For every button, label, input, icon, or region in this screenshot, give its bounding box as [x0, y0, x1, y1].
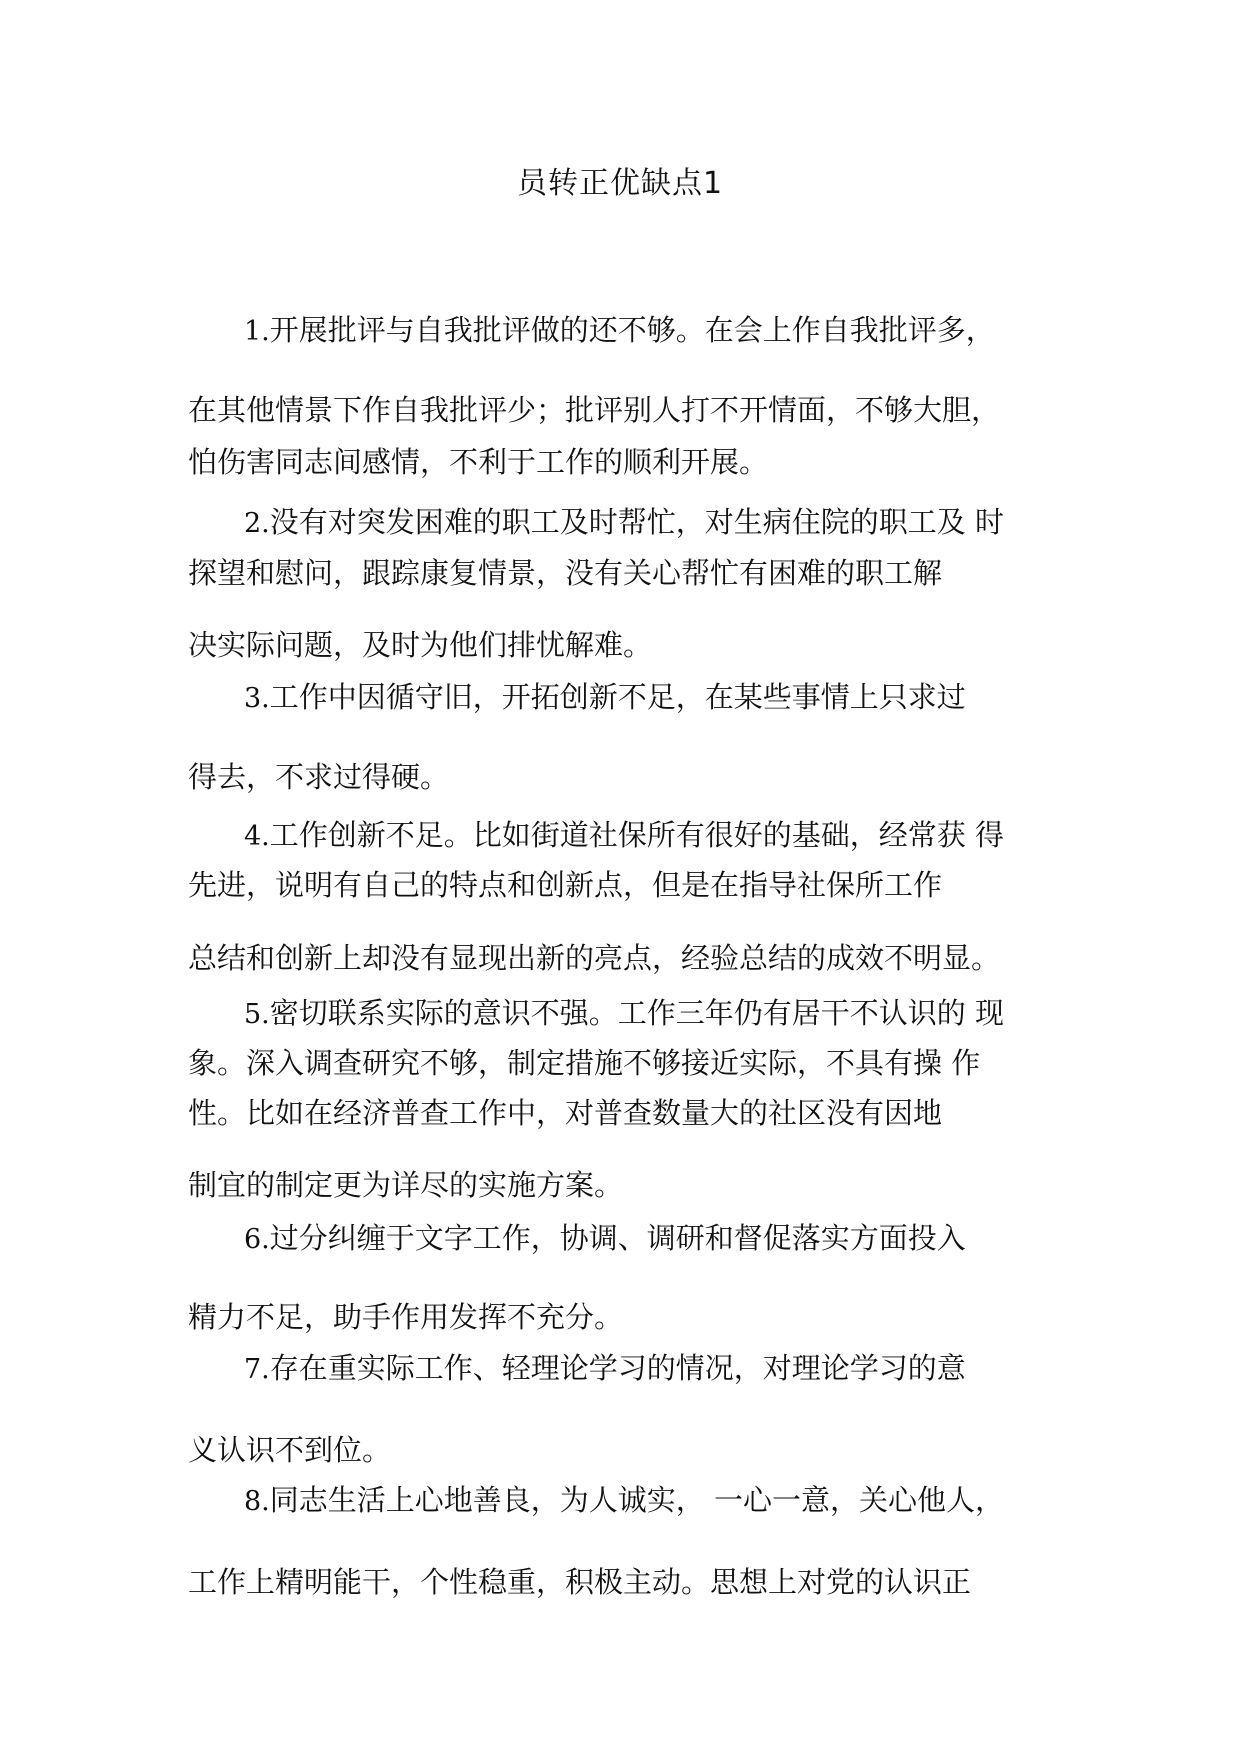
paragraph-6-line-2: 精力不足，助手作用发挥不充分。 — [188, 1300, 624, 1334]
paragraph-1-line-2: 在其他情景下作自我批评少；批评别人打不开情面，不够大胆， — [188, 393, 1001, 427]
paragraph-number: 4. — [244, 821, 270, 852]
paragraph-text: 过分纠缠于文字工作，协调、调研和督促落实方面投入 — [269, 1221, 966, 1255]
paragraph-3-line-1 — [244, 677, 966, 719]
paragraph-8-line-1 — [244, 1480, 1004, 1522]
paragraph-5-line-4: 制宜的制定更为详尽的实施方案。 — [188, 1168, 624, 1202]
paragraph-number: 3. — [244, 683, 270, 714]
paragraph-2-line-1 — [244, 502, 1004, 544]
paragraph-4-line-1 — [244, 815, 1004, 857]
paragraph-text: 工作中因循守旧，开拓创新不足，在某些事情上只求过 — [269, 680, 966, 714]
paragraph-text: 同志生活上心地善良，为人诚实， 一心一意，关心他人， — [269, 1483, 1004, 1517]
paragraph-text: 没有对突发困难的职工及时帮忙，对生病住院的职工及 时 — [269, 505, 1004, 539]
paragraph-6-line-1 — [244, 1218, 966, 1260]
paragraph-8-line-2: 工作上精明能干，个性稳重，积极主动。思想上对党的认识正 — [188, 1565, 972, 1599]
paragraph-text: 存在重实际工作、轻理论学习的情况，对理论学习的意 — [269, 1351, 966, 1385]
paragraph-7-line-1 — [244, 1348, 966, 1390]
paragraph-number: 8. — [244, 1486, 270, 1517]
paragraph-number: 7. — [244, 1354, 270, 1385]
page-title: 员转正优缺点1 — [516, 166, 724, 201]
paragraph-text: 开展批评与自我批评做的还不够。在会上作自我批评多， — [269, 313, 995, 347]
paragraph-4-line-3: 总结和创新上却没有显现出新的亮点，经验总结的成效不明显。 — [188, 941, 1001, 975]
paragraph-1-line-3: 怕伤害同志间感情，不利于工作的顺利开展。 — [188, 445, 769, 479]
paragraph-4-line-2: 先进，说明有自己的特点和创新点，但是在指导社保所工作 — [188, 868, 943, 902]
paragraph-text: 工作创新不足。比如街道社保所有很好的基础，经常获 得 — [269, 818, 1004, 852]
paragraph-text: 密切联系实际的意识不强。工作三年仍有居干不认识的 现 — [269, 996, 1004, 1030]
paragraph-2-line-2: 探望和慰问，跟踪康复情景，没有关心帮忙有困难的职工解 — [188, 556, 943, 590]
paragraph-5-line-2: 象。深入调查研究不够，制定措施不够接近实际，不具有操 作 — [188, 1046, 981, 1080]
paragraph-number: 5. — [244, 999, 270, 1030]
paragraph-5-line-3: 性。比如在经济普查工作中，对普查数量大的社区没有因地 — [188, 1096, 943, 1130]
paragraph-1-line-1 — [244, 310, 995, 352]
paragraph-7-line-2: 义认识不到位。 — [188, 1433, 392, 1467]
paragraph-3-line-2: 得去，不求过得硬。 — [188, 760, 450, 794]
paragraph-number: 6. — [244, 1224, 270, 1255]
paragraph-5-line-1 — [244, 993, 1004, 1035]
paragraph-2-line-3: 决实际问题，及时为他们排忧解难。 — [188, 628, 653, 662]
paragraph-number: 2. — [244, 508, 270, 539]
paragraph-number: 1. — [244, 316, 270, 347]
